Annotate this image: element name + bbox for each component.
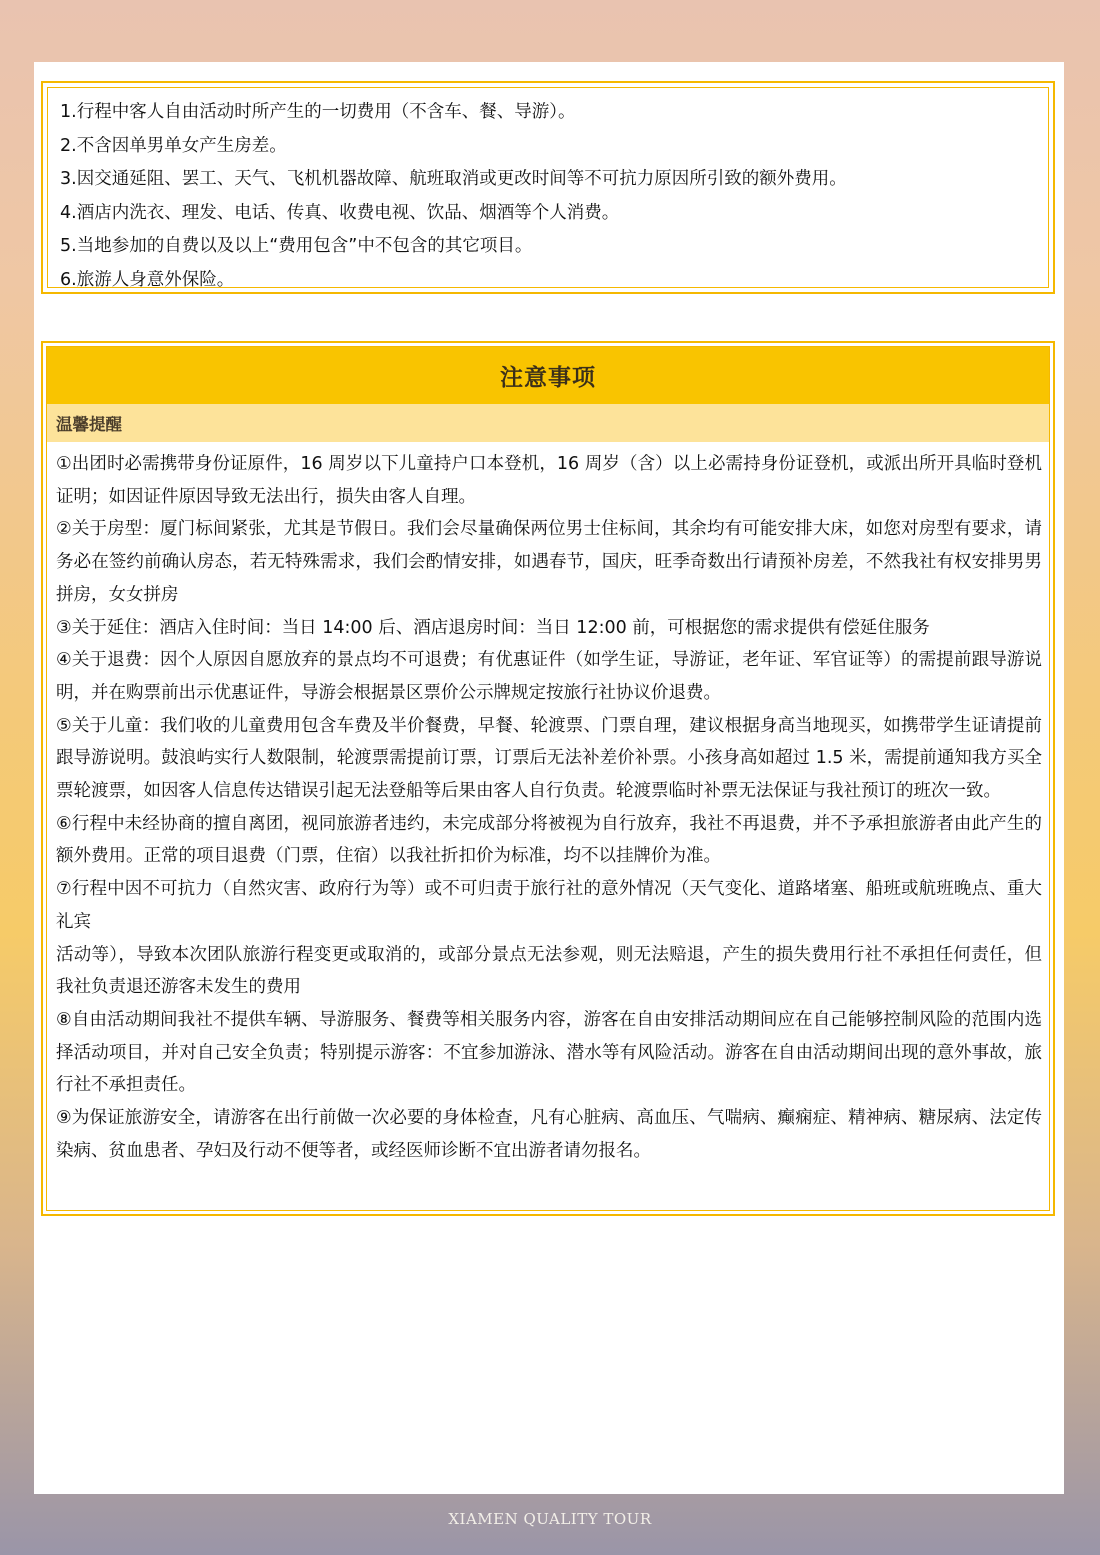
note-paragraph: ⑧自由活动期间我社不提供车辆、导游服务、餐费等相关服务内容，游客在自由安排活动期间应在自己能够控制风险的范围内选择活动项目，并对自己安全负责；特别提示游客：不宜参加游泳、潜水等有风险活动。游客在自由活动期间出现的意外事故，旅行社不承担责任。: [56, 1009, 1042, 1096]
notes-body: [47, 442, 1049, 1167]
notes-inner: [46, 346, 1050, 1211]
exclusion-item: 2.不含因单男单女产生房差。: [60, 135, 287, 156]
exclusion-item: 3.因交通延阻、罢工、天气、飞机机器故障、航班取消或更改时间等不可抗力原因所引致的额外费用。: [60, 169, 847, 189]
exclusion-item: 1.行程中客人自由活动时所产生的一切费用（不含车、餐、导游）。: [60, 102, 576, 122]
exclusion-item: 6.旅游人身意外保险。: [60, 269, 235, 290]
note-paragraph: ③关于延住：酒店入住时间：当日 14:00 后、酒店退房时间：当日 12:00 前，可根据您的需求提供有偿延住服务: [56, 617, 930, 638]
note-paragraph: ④关于退费：因个人原因自愿放弃的景点均不可退费；有优惠证件（如学生证，导游证，老年证、军官证等）的需提前跟导游说明，并在购票前出示优惠证件，导游会根据景区票价公示牌规定按旅行社协议价退费。: [56, 650, 1042, 703]
cost-exclusions-inner: [47, 87, 1049, 288]
note-paragraph: 活动等），导致本次团队旅游行程变更或取消的，或部分景点无法参观，则无法赔退，产生的损失费用行社不承担任何责任，但我社负责退还游客未发生的费用: [56, 944, 1042, 998]
exclusion-item: 4.酒店内洗衣、理发、电话、传真、收费电视、饮品、烟酒等个人消费。: [60, 202, 620, 223]
exclusion-item: 5.当地参加的自费以及以上“费用包含”中不包含的其它项目。: [60, 236, 533, 256]
notes-title: 注意事项: [47, 347, 1049, 404]
note-paragraph: ①出团时必需携带身份证原件，16 周岁以下儿童持户口本登机，16 周岁（含）以上必需持身份证登机，或派出所开具临时登机证明；如因证件原因导致无法出行，损失由客人自理。: [56, 454, 1042, 507]
note-paragraph: ⑤关于儿童：我们收的儿童费用包含车费及半价餐费，早餐、轮渡票、门票自理，建议根据身高当地现买，如携带学生证请提前跟导游说明。鼓浪屿实行人数限制，轮渡票需提前订票，订票后无法补差价补票。小孩身高如超过 1.5 米，需提前通知我方买全票轮渡票，如因客人信息传达错误引起无法登船等后果由客人自行负责。轮渡票临时补票无法保证与我社预订的班次一致。: [56, 715, 1042, 802]
footer-brand: XIAMEN QUALITY TOUR: [448, 1510, 652, 1528]
notes-subheading: 温馨提醒: [47, 404, 1049, 442]
note-paragraph: ②关于房型：厦门标间紧张，尤其是节假日。我们会尽量确保两位男士住标间，其余均有可能安排大床，如您对房型有要求，请务必在签约前确认房态，若无特殊需求，我们会酌情安排，如遇春节，国庆，旺季奇数出行请预补房差，不然我社有权安排男男拼房，女女拼房: [56, 519, 1042, 605]
note-paragraph: ⑥行程中未经协商的擅自离团，视同旅游者违约，未完成部分将被视为自行放弃，我社不再退费，并不予承担旅游者由此产生的额外费用。正常的项目退费（门票，住宿）以我社折扣价为标准，均不以挂牌价为准。: [56, 813, 1042, 867]
notes-box: [41, 341, 1055, 1216]
cost-exclusions-box: [41, 81, 1055, 294]
note-paragraph: ⑦行程中因不可抗力（自然灾害、政府行为等）或不可归责于旅行社的意外情况（天气变化、道路堵塞、船班或航班晚点、重大礼宾: [56, 879, 1042, 932]
note-paragraph: ⑨为保证旅游安全，请游客在出行前做一次必要的身体检查，凡有心脏病、高血压、气喘病、癫痫症、精神病、糖尿病、法定传染病、贫血患者、孕妇及行动不便等者，或经医师诊断不宜出游者请勿报名。: [56, 1108, 1042, 1161]
